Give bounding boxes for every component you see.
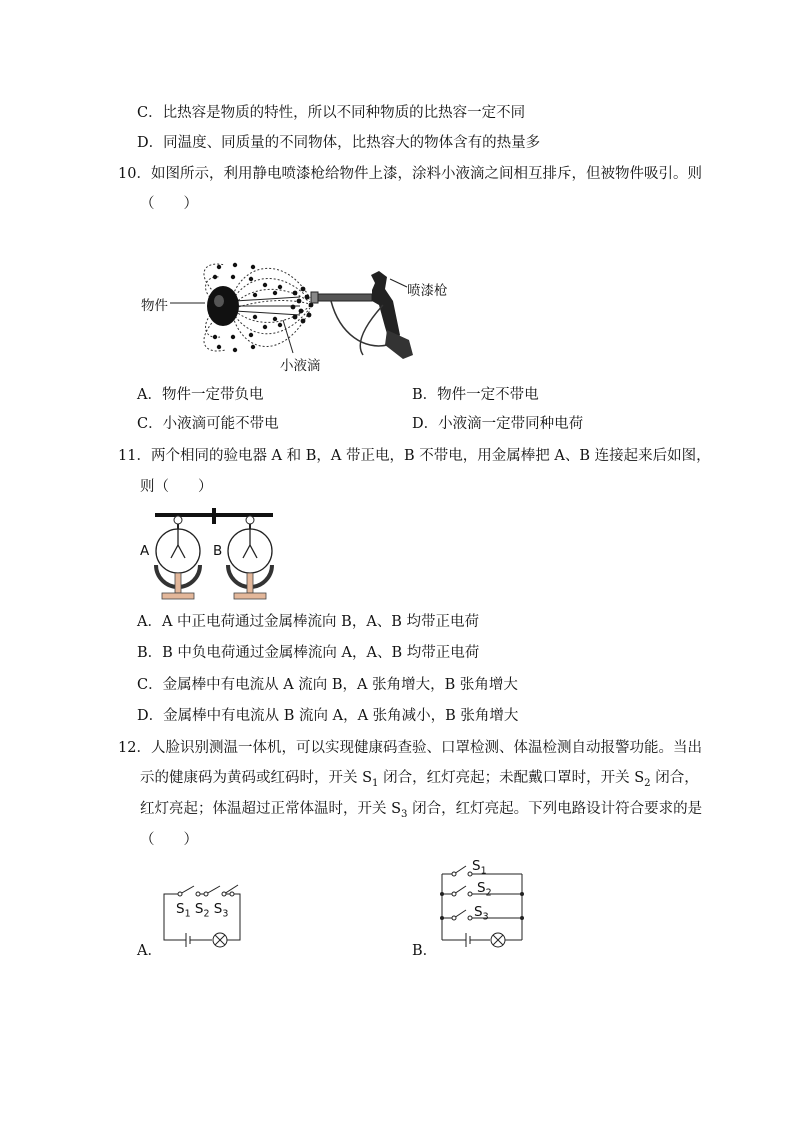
q11-stem-line1: 11．两个相同的验电器 A 和 B，A 带正电，B 不带电，用金属棒把 A、B 连接起来后如图， [118,448,711,464]
label-spray-gun: 喷漆枪 [407,283,448,299]
q12-stem-line2: 示的健康码为黄码或红码时，开关 $S_1$ 闭合，红灯亮起；未配戴口罩时，开关 $S_2$ 闭合， [140,770,699,789]
q9-option-c: C．比热容是物质的特性，所以不同种物质的比热容一定不同 [137,105,526,121]
electroscope-a [156,515,200,599]
spray-gun [311,271,413,359]
q12-stem-line1: 12．人脸识别测温一体机，可以实现健康码查验、口罩检测、体温检测自动报警功能。当出 [118,740,702,756]
circuit-b-label-s2: $S_2$ [477,880,492,899]
q10-option-d: D．小液滴一定带同种电荷 [412,416,584,432]
q10-option-b: B．物件一定不带电 [412,387,539,403]
q9-option-d: D．同温度、同质量的不同物体，比热容大的物体含有的热量多 [137,135,541,151]
q11-option-c: C．金属棒中有电流从 A 流向 B，A 张角增大，B 张角增大 [137,677,518,693]
label-electroscope-a: A [140,543,150,559]
q11-option-a: A．A 中正电荷通过金属棒流向 B，A、B 均带正电荷 [137,614,480,630]
q11-option-d: D．金属棒中有电流从 B 流向 A，A 张角减小，B 张角增大 [137,708,519,724]
label-electroscope-b: B [213,543,223,559]
q11-option-b: B．B 中负电荷通过金属棒流向 A，A、B 均带正电荷 [137,645,480,661]
circuit-b-label-s3: $S_3$ [474,904,489,923]
q12-stem-line3: 红灯亮起；体温超过正常体温时，开关 $S_3$ 闭合，红灯亮起。下列电路设计符合要求的是 [140,801,703,820]
q10-stem-line2: （ ） [140,196,198,212]
q12-stem-line4: （ ） [140,832,198,848]
object-ball [207,286,239,326]
q11-stem-line2: 则（ ） [140,479,213,495]
q10-option-a: A．物件一定带负电 [137,387,264,403]
circuit-b-label-s1: $S_1$ [472,858,487,877]
option-b-label: B． [412,943,438,959]
q10-stem-line1: 10．如图所示，利用静电喷漆枪给物件上漆，涂料小液滴之间相互排斥，但被物件吸引。则 [118,166,702,182]
label-droplets: 小液滴 [280,358,321,374]
q10-option-c: C．小液滴可能不带电 [137,416,279,432]
electroscope-b [228,515,272,599]
circuit-a-switch-labels: $S_1$ $S_2$ $S_3$ [176,901,229,920]
option-a-label: A． [137,943,162,959]
label-object: 物件 [141,298,168,314]
